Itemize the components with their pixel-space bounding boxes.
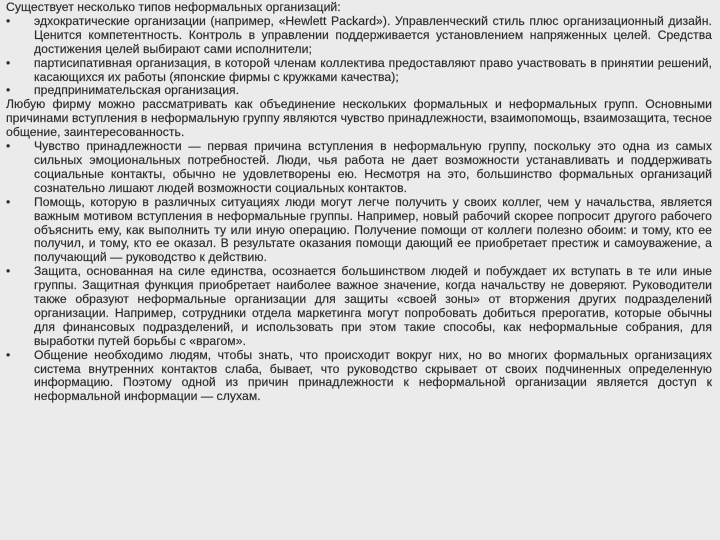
list-item: [6, 15, 712, 57]
list-item: [6, 84, 712, 98]
list-item: [6, 349, 712, 405]
list-item-text: Защита, основанная на силе единства, осознается большинством людей и побуждает их вступать в те или иные группы. Защитная функция приобретает наиболее важное значение, когда начальству не доверяют. Руководители также образуют неформальные организации для защиты «своей зоны» от вторжения других подразделений организации. Например, сотрудники отдела маркетинга могут попробовать добиться прерогатив, которые обычны для финансовых подразделений, и использовать при этом такие способы, как неформальные собрания, для выработки путей борьбы с «врагом».: [34, 264, 712, 348]
union-paragraph: Любую фирму можно рассматривать как объединение нескольких формальных и неформальных групп. Основными причинами вступления в неформальную группу являются чувство принадлежности, взаимопомощь, взаимозащита, тесное общение, заинтересованность.: [6, 97, 712, 140]
document-page: [6, 1, 712, 404]
list-item: [6, 265, 712, 348]
list-item: [6, 57, 712, 85]
intro-paragraph: Существует несколько типов неформальных организаций:: [6, 0, 341, 14]
list-item: [6, 140, 712, 196]
bullet-icon: •: [6, 55, 11, 70]
list-item: [6, 196, 712, 266]
list-item-text: Помощь, которую в различных ситуациях люди могут легче получить у своих коллег, чем у начальства, является важным мотивом вступления в неформальные группы. Например, новый рабочий скорее попросит другого рабочего объяснить ему, как выполнить ту или иную операцию. Получение помощи от коллеги полезно обоим: и тому, кто ее получил, и тому, кто ее оказал. В результате оказания помощи дающий ее приобретает престиж и самоуважение, а получающий — руководство к действию.: [34, 194, 712, 265]
organization-types-list: [6, 15, 712, 98]
bullet-icon: •: [6, 13, 11, 28]
bullet-icon: •: [6, 139, 11, 154]
bullet-icon: •: [6, 194, 11, 209]
list-item-text: эдхократические организации (например, «Hewlett Packard»). Управленческий стиль плюс организационный дизайн. Ценится компетентность. Контроль в управлении поддерживается установлением напряженных целей. Средства достижения целей выбирают сами исполнители;: [34, 13, 712, 56]
bullet-icon: •: [6, 83, 11, 98]
reasons-list: [6, 140, 712, 404]
bullet-icon: •: [6, 264, 11, 279]
list-item-text: Чувство принадлежности — первая причина вступления в неформальную группу, поскольку это одна из самых сильных эмоциональных потребностей. Люди, чья работа не дает возможности устанавливать и поддерживать социальные контакты, обычно не удовлетворены ею. Несмотря на это, большинство формальных организаций сознательно лишают людей возможности социальных контактов.: [34, 139, 712, 195]
bullet-icon: •: [6, 347, 11, 362]
list-item-text: предпринимательская организация.: [34, 83, 240, 98]
list-item-text: партисипативная организация, в которой членам коллектива предоставляют право участвовать в принятии решений, касающихся их работы (японские фирмы с кружками качества);: [34, 55, 712, 84]
list-item-text: Общение необходимо людям, чтобы знать, что происходит вокруг них, но во многих формальных организациях система внутренних контактов слаба, бывает, что руководство скрывает от своих подчиненных определенную информацию. Поэтому одной из причин принадлежности к неформальной организации является доступ к неформальной информации — слухам.: [34, 347, 712, 404]
